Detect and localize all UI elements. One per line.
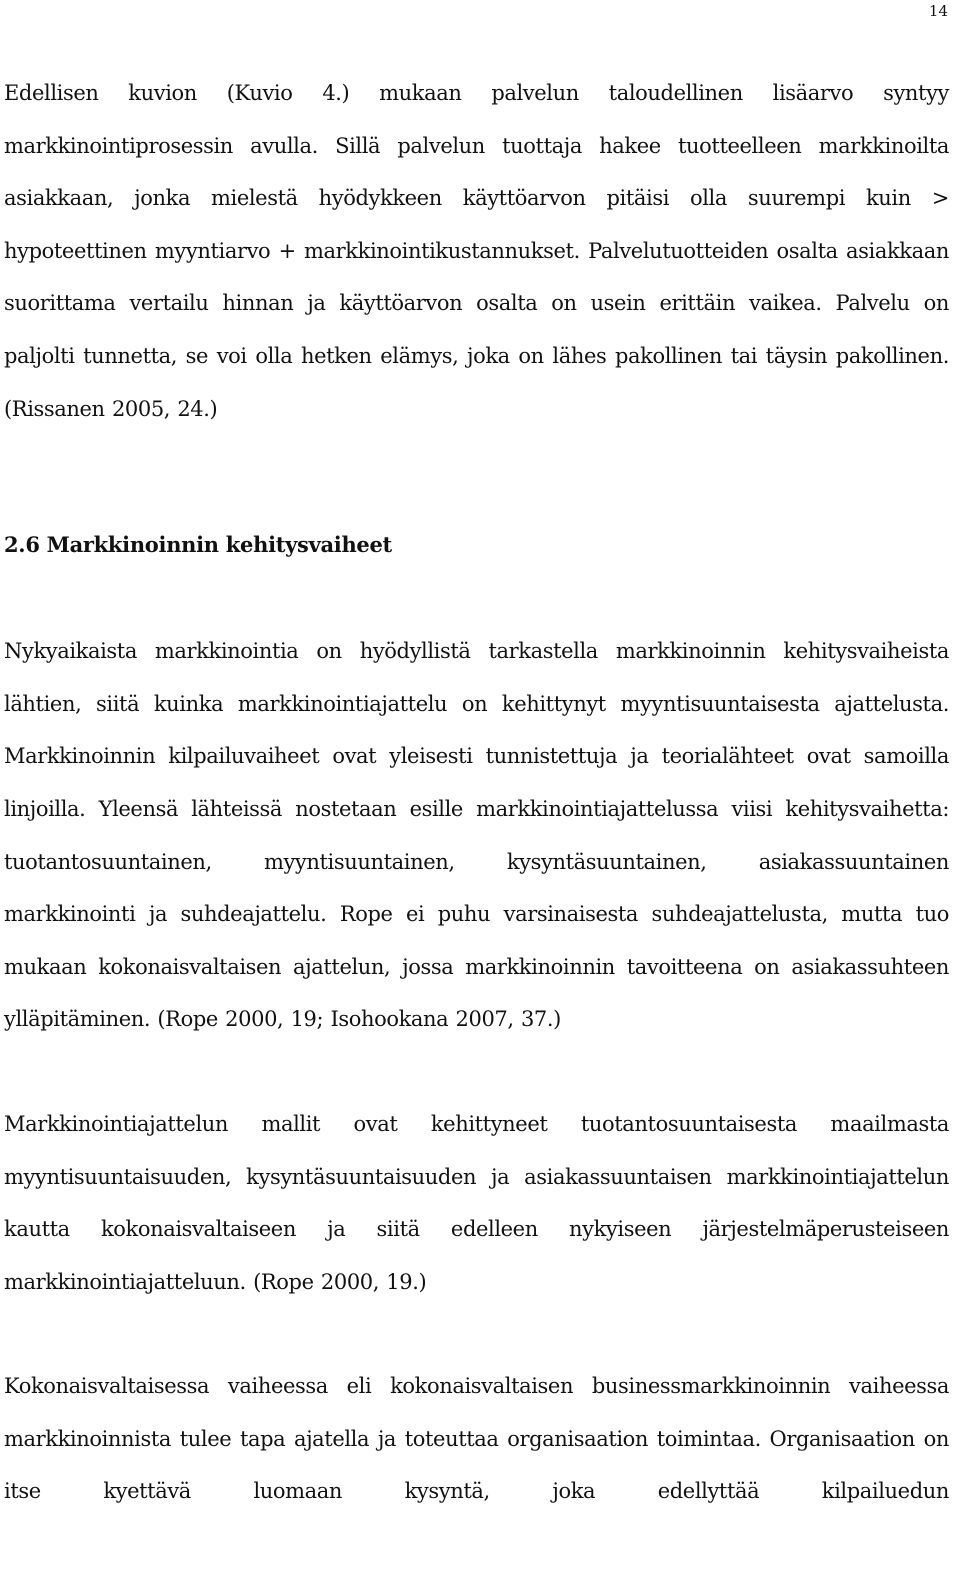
- page-number: 14: [928, 2, 948, 20]
- paragraph-service-value: Edellisen kuvion (Kuvio 4.) mukaan palvelun taloudellinen lisäarvo syntyy markkinointiprosessin avulla. Sillä palvelun tuottaja hakee tuotteelleen markkinoilta asiakkaan, jonka mielestä hyödykkeen käyttöarvon pitäisi olla suurempi kuin > hypoteettinen myyntiarvo + markkinointikustannukset. Palvelutuotteiden osalta asiakkaan suorittama vertailu hinnan ja käyttöarvon osalta on usein erittäin vaikea. Palvelu on paljolti tunnetta, se voi olla hetken elämys, joka on lähes pakollinen tai täysin pakollinen. (Rissanen 2005, 24.): [4, 81, 949, 421]
- spacer: [4, 1046, 949, 1098]
- paragraph-development-phases: Nykyaikaista markkinointia on hyödyllistä tarkastella markkinoinnin kehitysvaiheista lähtien, siitä kuinka markkinointiajattelu on kehittynyt myyntisuuntaisesta ajattelusta. Markkinoinnin kilpailuvaiheet ovat yleisesti tunnistettuja ja teorialähteet ovat samoilla linjoilla. Yleensä lähteissä nostetaan esille markkinointiajattelussa viisi kehitysvaihetta: tuotantosuuntainen, myyntisuuntainen, kysyntäsuuntainen, asiakassuuntainen markkinointi ja suhdeajattelu. Rope ei puhu varsinaisesta suhdeajattelusta, mutta tuo mukaan kokonaisvaltaisen ajattelun, jossa markkinoinnin tavoitteena on asiakassuhteen ylläpitäminen. (Rope 2000, 19; Isohookana 2007, 37.): [4, 639, 949, 1032]
- spacer: [4, 1308, 949, 1360]
- spacer: [4, 435, 949, 519]
- paragraph-holistic-phase: Kokonaisvaltaisessa vaiheessa eli kokonaisvaltaisen businessmarkkinoinnin vaiheessa markkinoinnista tulee tapa ajatella ja toteuttaa organisaation toimintaa. Organisaation on itse kyettävä luomaan kysyntä, joka edellyttää kilpailuedun: [4, 1374, 949, 1504]
- spacer: [4, 571, 949, 625]
- paragraph-marketing-models: Markkinointiajattelun mallit ovat kehittyneet tuotantosuuntaisesta maailmasta myyntisuuntaisuuden, kysyntäsuuntaisuuden ja asiakassuuntaisen markkinointiajattelun kautta kokonaisvaltaiseen ja siitä edelleen nykyiseen järjestelmäperusteiseen markkinointiajatteluun. (Rope 2000, 19.): [4, 1111, 949, 1294]
- section-heading: 2.6 Markkinoinnin kehitysvaiheet: [4, 532, 392, 558]
- document-body: [4, 67, 949, 1518]
